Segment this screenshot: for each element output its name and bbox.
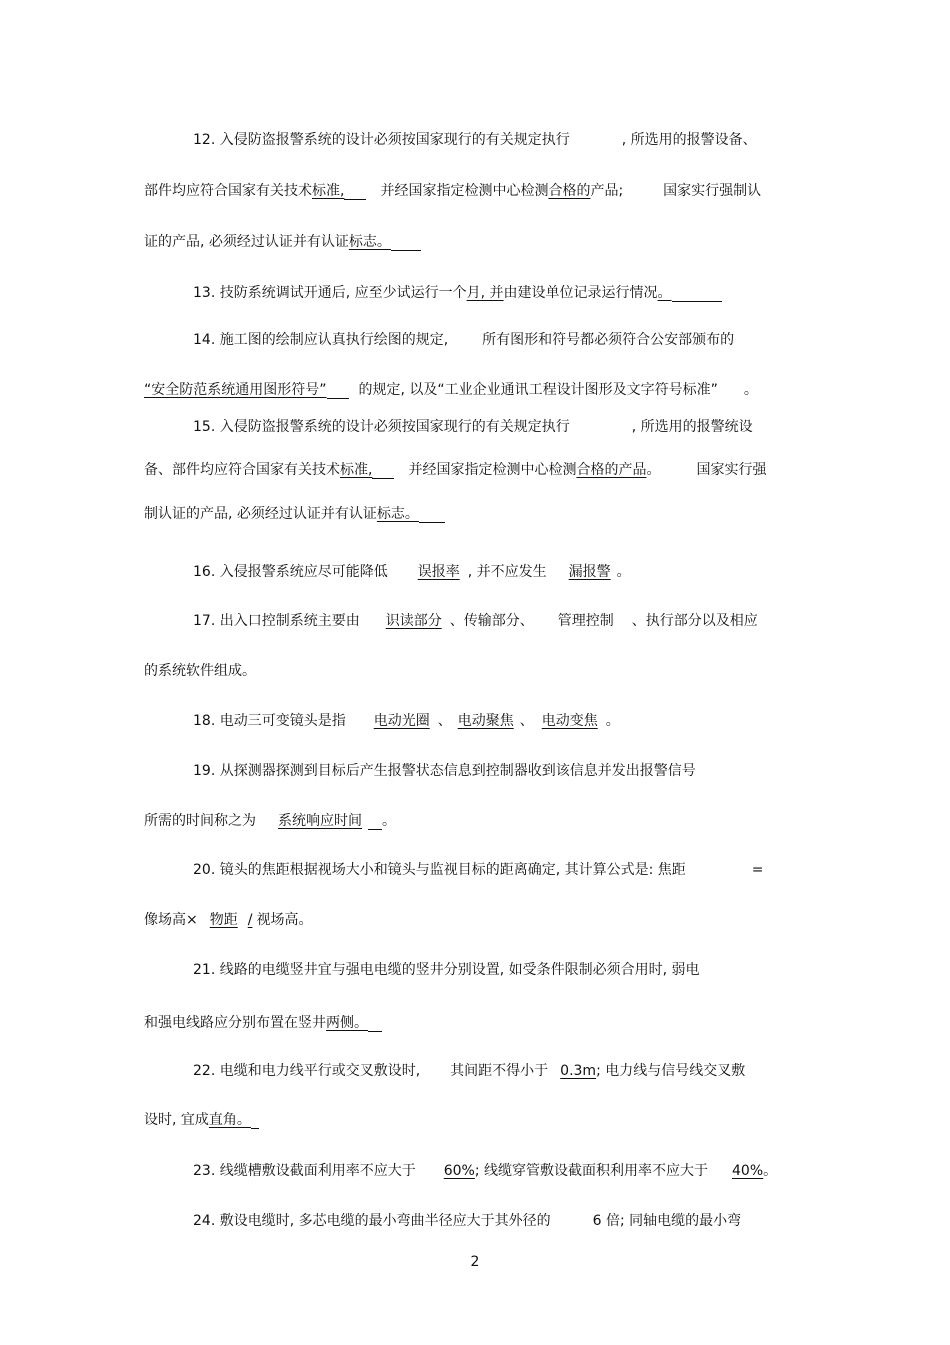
q22-line-2 <box>144 1111 259 1129</box>
q17-line-1 <box>193 612 758 630</box>
q18-text: 、 <box>437 713 452 729</box>
q20-text: 视场高。 <box>256 912 313 928</box>
q15-text: 备、部件均应符合国家有关技术 <box>144 462 340 478</box>
q20-line-2 <box>144 911 312 929</box>
q22-text: 其间距不得小于 <box>450 1063 549 1079</box>
q12-answer: 标准, <box>312 183 345 199</box>
q20-line-1 <box>193 861 764 879</box>
q15-line-2 <box>144 461 766 479</box>
q17-answer-1: 识读部分 <box>385 613 442 629</box>
q18-answer-1: 电动光圈 <box>373 713 430 729</box>
q24-text: 24. 敷设电缆时, 多芯电缆的最小弯曲半径应大于其外径的 <box>193 1213 551 1229</box>
q12-line-1 <box>193 131 757 149</box>
q22-text: ; 电力线与信号线交叉敷 <box>596 1063 746 1079</box>
q15-answer: 标准, <box>340 462 373 478</box>
q20-answer-1: 物距 <box>209 912 238 928</box>
q17-line-2 <box>144 662 256 680</box>
q22-text: 设时, 宜成 <box>144 1112 209 1128</box>
q14-text: 14. 施工图的绘制应认真执行绘图的规定, <box>193 332 449 348</box>
q21-text: 21. 线路的电缆竖井宜与强电电缆的竖井分别设置, 如受条件限制必须合用时, 弱电 <box>193 962 700 978</box>
q20-answer-2: / <box>247 912 253 928</box>
q16-text: 。 <box>616 564 631 580</box>
q16-answer-1: 误报率 <box>417 564 460 580</box>
q17-answer-2: 管理控制 <box>557 613 614 629</box>
q13-text: 由建设单位记录运行情况 <box>503 285 658 301</box>
q14-line-2 <box>144 381 758 399</box>
q15-answer: 标志。 <box>376 506 419 522</box>
q17-text: 、传输部分、 <box>449 613 534 629</box>
q18-text: 。 <box>605 713 620 729</box>
q20-text: 像场高× <box>144 912 198 928</box>
q21-answer: 两侧。 <box>326 1015 368 1031</box>
q14-text: 。 <box>743 382 758 398</box>
q14-line-1 <box>193 331 734 349</box>
q12-text: 国家实行强制认 <box>663 183 762 199</box>
q13-answer: 月, 并 <box>466 285 504 301</box>
q19-line-1 <box>193 762 696 780</box>
q12-line-3 <box>144 233 421 251</box>
q18-text: 18. 电动三可变镜头是指 <box>193 713 346 729</box>
q16-line <box>193 563 631 581</box>
q17-text: 17. 出入口控制系统主要由 <box>193 613 360 629</box>
q15-line-1 <box>193 418 753 436</box>
q17-text: 、执行部分以及相应 <box>631 613 758 629</box>
q19-text: 。 <box>382 813 396 829</box>
q15-text: 15. 入侵防盗报警系统的设计必须按国家现行的有关规定执行 <box>193 419 570 435</box>
q18-answer-2: 电动聚焦 <box>457 713 514 729</box>
q24-text: 6 倍; 同轴电缆的最小弯 <box>592 1213 742 1229</box>
q16-text: , 并不应发生 <box>467 564 547 580</box>
q18-text: 、 <box>519 713 534 729</box>
q15-text: , 所选用的报警统设 <box>631 419 753 435</box>
q21-line-2 <box>144 1014 382 1032</box>
q14-text: 所有图形和符号都必须符合公安部颁布的 <box>482 332 735 348</box>
q12-text: 部件均应符合国家有关技术 <box>144 183 312 199</box>
q23-text: 23. 线缆槽敷设截面利用率不应大于 <box>193 1163 416 1179</box>
q15-text: 制认证的产品, 必须经过认证并有认证 <box>144 506 377 522</box>
q19-text: 所需的时间称之为 <box>144 813 256 829</box>
q21-text: 和强电线路应分别布置在竖井 <box>144 1015 326 1031</box>
q23-line <box>193 1162 777 1180</box>
q24-line <box>193 1212 741 1230</box>
q14-answer: “安全防范系统通用图形符号” <box>144 382 327 398</box>
q22-text: 22. 电缆和电力线平行或交叉敷设时, <box>193 1063 421 1079</box>
q12-line-2 <box>144 182 761 200</box>
q13-text: 13. 技防系统调试开通后, 应至少试运行一个 <box>193 285 467 301</box>
q16-text: 16. 入侵报警系统应尽可能降低 <box>193 564 388 580</box>
q12-text: 并经国家指定检测中心检测 <box>380 183 549 199</box>
q15-line-3 <box>144 505 445 523</box>
q12-text: 产品; <box>590 183 624 199</box>
q12-answer: 合格的 <box>548 183 591 199</box>
q12-text: 12. 入侵防盗报警系统的设计必须按国家现行的有关规定执行 <box>193 132 570 148</box>
q17-text: 的系统软件组成。 <box>144 663 256 679</box>
q14-text: 的规定, 以及“工业企业通讯工程设计图形及文字符号标准” <box>358 382 718 398</box>
q19-line-2 <box>144 812 396 830</box>
q12-text: , 所选用的报警设备、 <box>621 132 757 148</box>
q13-line <box>193 284 722 302</box>
q18-line <box>193 712 620 730</box>
q23-text: ; 线缆穿管敷设截面积利用率不应大于 <box>474 1163 709 1179</box>
q20-text: = <box>751 862 764 878</box>
q13-answer: 。 <box>657 285 672 301</box>
q15-answer: 合格的产品 <box>576 462 647 478</box>
q22-line-1 <box>193 1062 745 1080</box>
q23-text: 。 <box>763 1163 778 1179</box>
q16-answer-2: 漏报警 <box>568 564 611 580</box>
page-number: 2 <box>470 1254 480 1270</box>
q22-answer-1: 0.3m <box>560 1063 597 1079</box>
q21-line-1 <box>193 961 700 979</box>
q12-text: 证的产品, 必须经过认证并有认证 <box>144 234 349 250</box>
q15-text: 。 <box>646 462 661 478</box>
q19-text: 19. 从探测器探测到目标后产生报警状态信息到控制器收到该信息并发出报警信号 <box>193 763 696 779</box>
q19-answer: 系统响应时间 <box>278 813 362 829</box>
q23-answer-2: 40% <box>732 1163 764 1179</box>
q22-answer-2: 直角。 <box>208 1112 251 1128</box>
q23-answer-1: 60% <box>443 1163 475 1179</box>
q18-answer-3: 电动变焦 <box>541 713 598 729</box>
q15-text: 并经国家指定检测中心检测 <box>408 462 577 478</box>
q20-text: 20. 镜头的焦距根据视场大小和镜头与监视目标的距离确定, 其计算公式是: 焦距 <box>193 862 686 878</box>
q12-answer: 标志。 <box>348 234 391 250</box>
q15-text: 国家实行强 <box>696 462 767 478</box>
